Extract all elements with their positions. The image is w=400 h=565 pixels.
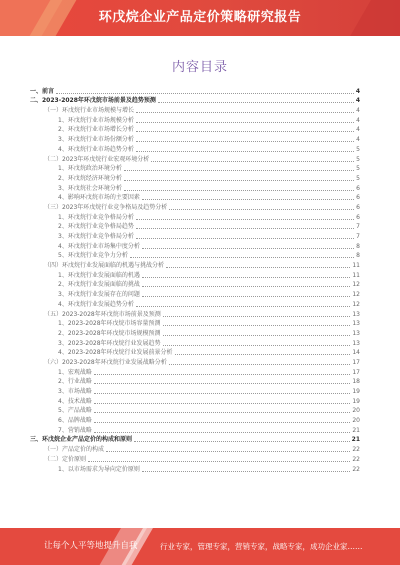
toc-entry-label: 1、环戊烷政治环境分析 [58, 165, 122, 173]
toc-leader-dots [106, 450, 350, 452]
toc-entry[interactable] [30, 193, 360, 203]
toc-entry-page-number: 17 [352, 368, 360, 376]
toc-entry-page-number: 19 [352, 388, 360, 395]
toc-entry[interactable] [30, 367, 360, 377]
toc-leader-dots [169, 363, 351, 365]
footer-experts-text: 行业专家，管理专家，营销专家，战略专家，成功企业家…… [160, 542, 363, 551]
toc-entry-label: （三）2023年环戊烷行业竞争格局及趋势分析 [44, 203, 168, 211]
toc-entry-label: 4、环戊烷行业市场集中度分析 [58, 242, 140, 250]
toc-entry-label: 2、环戊烷经济环境分析 [58, 174, 122, 182]
toc-entry-label: 1、2023-2028年环戊烷市场容量预测 [58, 320, 161, 328]
toc-entry[interactable] [30, 348, 360, 358]
toc-leader-dots [142, 276, 351, 278]
toc-leader-dots [142, 470, 351, 472]
toc-entry-label: 2、行业战略 [58, 378, 92, 386]
toc-entry[interactable] [30, 164, 360, 174]
toc-entry[interactable] [30, 134, 360, 144]
toc-entry-label: 二、2023-2028年环戊烷市场前景及趋势预测 [30, 97, 156, 105]
toc-entry-page-number: 4 [355, 87, 360, 95]
toc-entry-label: 6、品牌战略 [58, 417, 92, 425]
toc-leader-dots [151, 160, 354, 162]
toc-leader-dots [163, 324, 351, 326]
toc-entry-page-number: 19 [352, 397, 360, 405]
toc-entry[interactable] [30, 241, 360, 251]
footer-banner [0, 528, 400, 565]
toc-entry[interactable] [30, 173, 360, 183]
toc-entry-label: （一）产品定价的构成 [44, 446, 105, 454]
toc-entry-label: （二）2023年环戊烷行业宏观环境分析 [44, 155, 150, 163]
toc-entry-page-number: 20 [352, 417, 360, 425]
toc-leader-dots [163, 334, 351, 336]
toc-entry[interactable] [30, 464, 360, 474]
toc-entry-label: 4、影响环戊烷市场的主要因素 [58, 194, 140, 202]
toc-entry-page-number: 6 [356, 184, 360, 192]
toc-leader-dots [136, 227, 354, 229]
toc-entry-label: 4、环戊烷行业市场趋势分析 [58, 145, 134, 153]
toc-entry-page-number: 5 [356, 145, 360, 153]
toc-entry[interactable] [30, 338, 360, 348]
toc-entry-label: （六）2023-2028年环戊烷行业发展战略分析 [44, 358, 167, 366]
toc-leader-dots [94, 392, 351, 394]
toc-entry-page-number: 8 [356, 242, 360, 250]
toc-entry[interactable] [30, 105, 360, 115]
toc-entry-label: 3、2023-2028年环戊烷行业发展趋势 [58, 339, 161, 347]
toc-entry[interactable] [30, 415, 360, 425]
toc-entry-label: 4、技术战略 [58, 397, 92, 405]
toc-entry-page-number: 18 [352, 378, 360, 386]
toc-entry-page-number: 4 [356, 136, 360, 144]
toc-leader-dots [94, 402, 351, 404]
toc-entry[interactable] [30, 251, 360, 261]
toc-leader-dots [136, 130, 354, 132]
toc-entry-label: 1、环戊烷行业发展面临的机遇 [58, 271, 140, 279]
table-of-contents [30, 86, 360, 474]
toc-entry[interactable] [30, 125, 360, 135]
toc-entry-label: 3、环戊烷行业竞争格局分析 [58, 233, 134, 240]
toc-entry-label: 1、环戊烷行业市场规模分析 [58, 116, 134, 124]
toc-entry[interactable] [30, 115, 360, 125]
toc-leader-dots [142, 198, 354, 200]
toc-entry-label: 2、环戊烷行业市场增长分析 [58, 126, 134, 134]
toc-leader-dots [166, 266, 350, 268]
toc-entry[interactable] [30, 222, 360, 232]
toc-entry[interactable] [30, 444, 360, 454]
toc-entry[interactable] [30, 386, 360, 396]
toc-entry-label: 2、环戊烷行业竞争格局趋势 [58, 223, 134, 231]
toc-leader-dots [94, 373, 351, 375]
toc-entry-label: （四）环戊烷行业发展面临的机遇与挑战分析 [44, 262, 165, 270]
toc-entry-page-number: 7 [356, 233, 360, 240]
toc-entry-page-number: 4 [356, 126, 360, 134]
toc-leader-dots [94, 382, 351, 384]
toc-entry-page-number: 7 [356, 223, 360, 231]
toc-leader-dots [124, 189, 354, 191]
toc-entry-label: 3、市场战略 [58, 388, 92, 395]
toc-entry-page-number: 4 [356, 107, 360, 115]
toc-entry[interactable] [30, 425, 360, 435]
toc-leader-dots [136, 121, 354, 123]
toc-entry-label: 1、以市场需求为导向定价原则 [58, 465, 140, 473]
toc-leader-dots [94, 431, 351, 433]
toc-entry[interactable] [30, 154, 360, 164]
toc-entry[interactable] [30, 357, 360, 367]
toc-entry-label: 5、产品战略 [58, 407, 92, 415]
toc-leader-dots [134, 440, 350, 442]
toc-entry-page-number: 11 [352, 262, 360, 270]
toc-leader-dots [136, 237, 354, 239]
toc-entry[interactable] [30, 406, 360, 416]
toc-entry-label: 7、营销战略 [58, 426, 92, 434]
toc-entry-page-number: 13 [352, 320, 360, 328]
toc-leader-dots [136, 150, 354, 152]
toc-entry-page-number: 5 [356, 165, 360, 173]
toc-leader-dots [175, 353, 351, 355]
toc-entry-label: （二）定价原则 [44, 455, 87, 463]
toc-entry-page-number: 12 [352, 300, 360, 308]
toc-leader-dots [136, 218, 354, 220]
toc-entry[interactable] [30, 435, 360, 445]
toc-entry-label: 3、环戊烷行业发展存在的问题 [58, 291, 140, 299]
toc-leader-dots [94, 421, 351, 423]
toc-entry-page-number: 22 [352, 446, 360, 454]
toc-leader-dots [124, 169, 354, 171]
toc-entry[interactable] [30, 212, 360, 222]
document-title: 环戊烷企业产品定价策略研究报告 [98, 10, 302, 25]
toc-entry-page-number: 12 [352, 281, 360, 289]
toc-entry-page-number: 6 [356, 203, 360, 211]
toc-entry[interactable] [30, 260, 360, 270]
toc-entry-page-number: 17 [352, 358, 360, 366]
toc-leader-dots [136, 305, 351, 307]
toc-entry[interactable] [30, 96, 360, 106]
toc-entry-label: 1、环戊烷行业竞争格局分析 [58, 213, 134, 221]
toc-entry-label: 5、环戊烷行业竞争力分析 [58, 252, 128, 260]
toc-leader-dots [163, 315, 351, 317]
toc-leader-dots [94, 411, 351, 413]
toc-entry-page-number: 13 [352, 339, 360, 347]
toc-entry-label: 4、环戊烷行业发展趋势分析 [58, 300, 134, 308]
toc-entry-page-number: 12 [352, 291, 360, 299]
toc-entry[interactable] [30, 309, 360, 319]
toc-leader-dots [142, 247, 354, 249]
toc-entry-page-number: 21 [351, 436, 360, 444]
toc-leader-dots [56, 92, 354, 94]
toc-entry-label: 3、环戊烷行业市场份额分析 [58, 136, 134, 144]
toc-entry[interactable] [30, 377, 360, 387]
toc-entry-page-number: 5 [356, 174, 360, 182]
toc-entry-label: 2、环戊烷行业发展面临的挑战 [58, 281, 140, 289]
toc-entry-page-number: 4 [356, 116, 360, 124]
toc-leader-dots [158, 101, 354, 103]
toc-entry-page-number: 13 [352, 310, 360, 318]
toc-entry-label: （五）2023-2028年环戊烷市场前景及预测 [44, 310, 161, 318]
header-banner [0, 0, 400, 36]
toc-entry[interactable] [30, 202, 360, 212]
toc-entry-page-number: 22 [352, 465, 360, 473]
toc-entry-page-number: 6 [356, 213, 360, 221]
toc-entry-label: 三、环戊烷企业产品定价的构成和原则 [30, 436, 133, 444]
toc-entry-page-number: 5 [356, 155, 360, 163]
toc-entry[interactable] [30, 144, 360, 154]
toc-leader-dots [124, 179, 354, 181]
toc-leader-dots [142, 295, 351, 297]
toc-entry[interactable] [30, 280, 360, 290]
toc-entry-label: 3、环戊烷社会环境分析 [58, 184, 122, 192]
toc-entry-label: （一）环戊烷行业市场规模与增长 [44, 107, 135, 115]
toc-leader-dots [130, 256, 354, 258]
toc-entry-label: 1、宏观战略 [58, 368, 92, 376]
toc-entry-page-number: 21 [352, 426, 360, 434]
toc-entry[interactable] [30, 396, 360, 406]
toc-entry-page-number: 20 [352, 407, 360, 415]
toc-entry-page-number: 8 [356, 252, 360, 260]
toc-entry-page-number: 22 [352, 455, 360, 463]
toc-entry-page-number: 4 [355, 97, 360, 105]
toc-entry-page-number: 13 [352, 329, 360, 337]
toc-entry[interactable] [30, 270, 360, 280]
toc-entry[interactable] [30, 231, 360, 241]
toc-entry-label: 一、前言 [30, 87, 55, 95]
toc-entry-label: 4、2023-2028年环戊烷行业发展前景分析 [58, 349, 173, 357]
toc-entry-page-number: 11 [352, 271, 360, 279]
toc-leader-dots [136, 111, 354, 113]
toc-entry[interactable] [30, 86, 360, 96]
toc-entry[interactable] [30, 454, 360, 464]
toc-heading: 内容目录 [171, 60, 228, 75]
toc-entry[interactable] [30, 289, 360, 299]
toc-leader-dots [169, 208, 354, 210]
toc-entry[interactable] [30, 319, 360, 329]
toc-entry-label: 2、2023-2028年环戊烷市场规模预测 [58, 329, 161, 337]
toc-leader-dots [88, 460, 350, 462]
toc-leader-dots [142, 285, 351, 287]
toc-entry-page-number: 6 [356, 194, 360, 202]
toc-entry[interactable] [30, 299, 360, 309]
toc-leader-dots [163, 344, 351, 346]
toc-entry-page-number: 14 [352, 349, 360, 357]
footer-slogan: 让每个人平等地提升自我 [44, 541, 138, 551]
toc-entry[interactable] [30, 328, 360, 338]
toc-entry[interactable] [30, 183, 360, 193]
toc-leader-dots [136, 140, 354, 142]
